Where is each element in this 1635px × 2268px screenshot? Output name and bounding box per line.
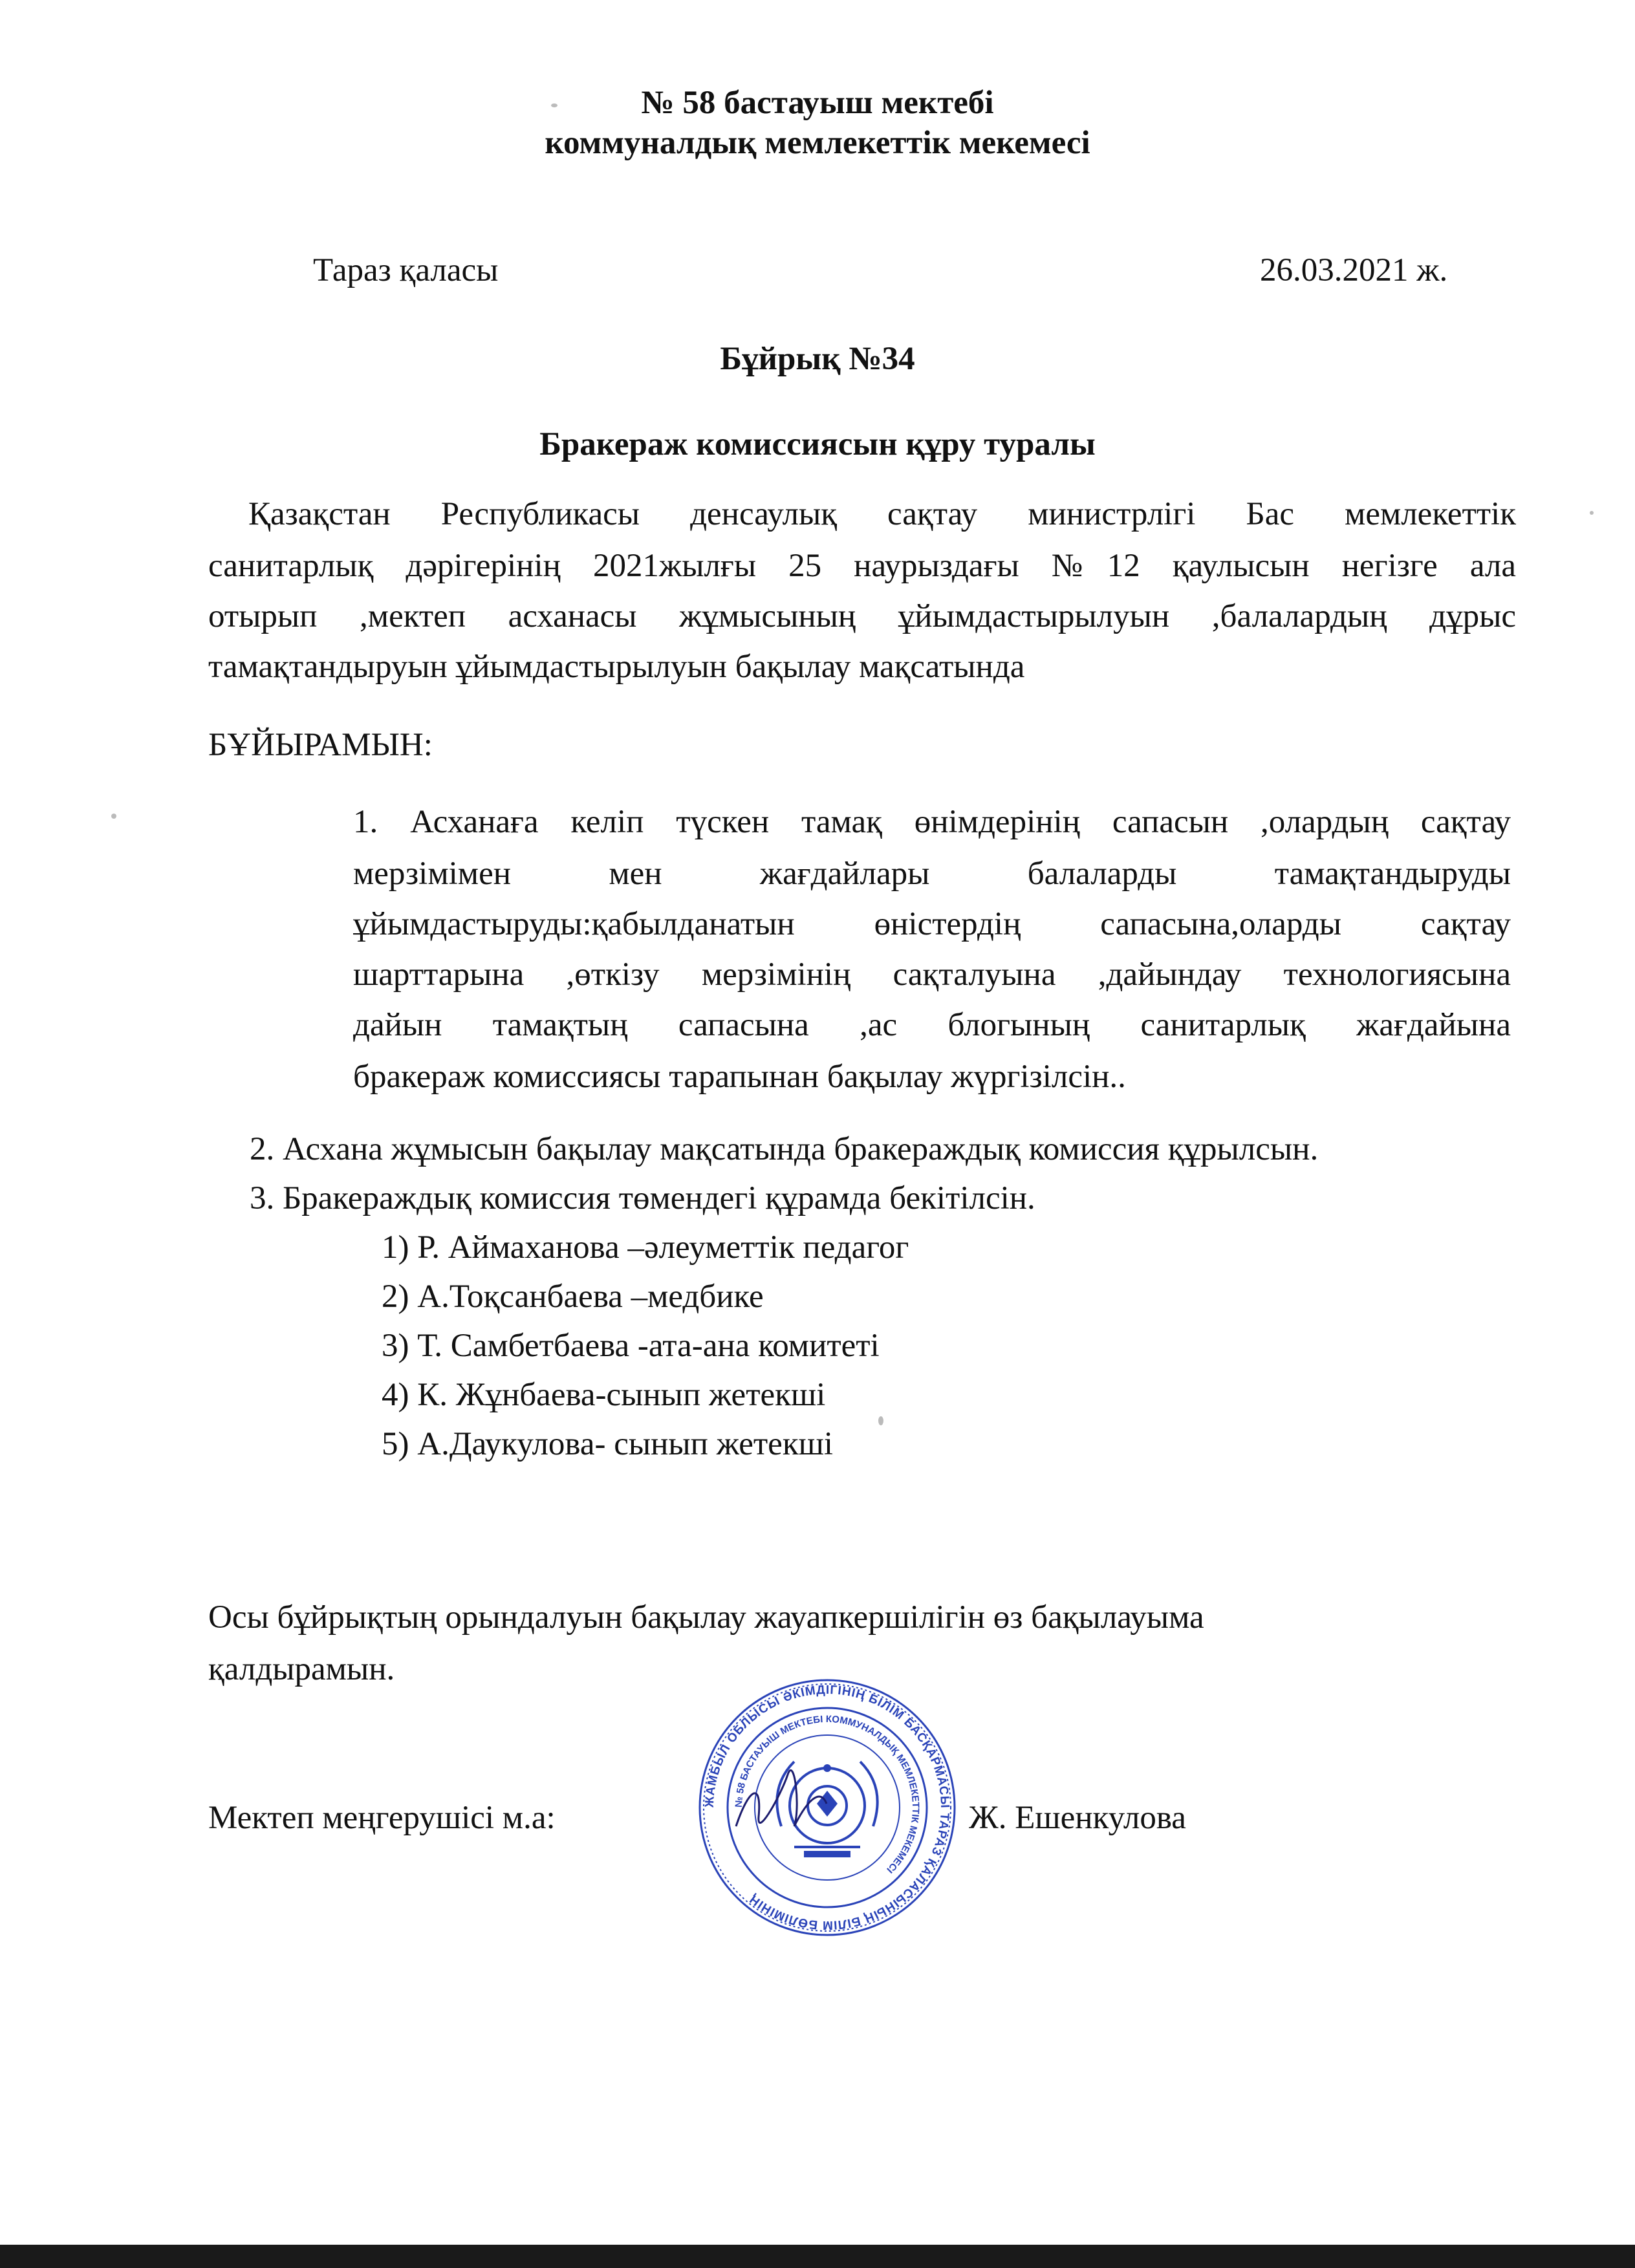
signature-name: Ж. Ешенкулова [969, 1800, 1186, 1836]
scan-speck [1590, 511, 1594, 515]
preamble-line: отырып ,мектеп асханасы жұмысының ұйымдастырылуын ,балалардың дұрыс [208, 598, 1516, 634]
item-1-line: бракераж комиссиясы тарапынан бақылау жүргізілсін.. [353, 1059, 1126, 1095]
item-3: 3. Бракераждық комиссия төмендегі құрамда бекітілсін. [250, 1180, 1035, 1216]
scan-speck [111, 814, 116, 819]
date: 26.03.2021 ж. [1260, 252, 1448, 288]
place: Тараз қаласы [313, 252, 499, 288]
member-1: 1) Р. Аймаханова –әлеуметтік педагог [382, 1229, 909, 1266]
scan-speck [878, 1416, 883, 1425]
official-stamp [697, 1678, 957, 1938]
scan-edge-bar [0, 2245, 1635, 2268]
item-1-line: дайын тамақтың сапасына ,ас блогының санитарлық жағдайына [353, 1007, 1511, 1043]
order-subject: Бракераж комиссиясын құру туралы [539, 426, 1096, 462]
closing-line-2: қалдырамын. [208, 1651, 395, 1687]
stamp-seal-icon [697, 1678, 957, 1938]
item-1-line: мерзімімен мен жағдайлары балаларды тамақтандыруды [353, 856, 1511, 892]
preamble-line: тамақтандыруын ұйымдастырылуын бақылау мақсатында [208, 649, 1025, 685]
svg-text:№ 58 БАСТАУЫШ МЕКТЕБІ КОММУНАЛ: № 58 БАСТАУЫШ МЕКТЕБІ КОММУНАЛДЫҚ МЕМЛЕКЕТТІК МЕКЕМЕСІ [733, 1713, 922, 1875]
item-1-line: 1. Асханаға келіп түскен тамақ өнімдерінің сапасын ,олардың сақтау [353, 804, 1511, 840]
member-2: 2) А.Тоқсанбаева –медбике [382, 1279, 764, 1315]
preamble-line: Қазақстан Республикасы денсаулық сақтау министрлігі Бас мемлекеттік [248, 496, 1516, 532]
item-1-line: ұйымдастыруды:қабылданатын өністердің сапасына,оларды сақтау [353, 906, 1511, 942]
svg-text:ЖАМБЫЛ ОБЛЫСЫ ӘКІМДІГІНІҢ БІЛІ: ЖАМБЫЛ ОБЛЫСЫ ӘКІМДІГІНІҢ БІЛІМ БАСҚАРМАСЫ ТАРАЗ ҚАЛАСЫНЫҢ БІЛІМ БӨЛІМІНІҢ [702, 1683, 952, 1932]
member-5: 5) А.Даукулова- сынып жетекші [382, 1426, 834, 1462]
item-1-line: шарттарына ,өткізу мерзімінің сақталуына ,дайындау технологиясына [353, 956, 1511, 993]
order-title: Бұйрық №34 [720, 341, 915, 377]
member-3: 3) Т. Самбетбаева -ата-ана комитеті [382, 1328, 880, 1364]
order-word: БҰЙЫРАМЫН: [208, 727, 433, 763]
signature-role: Мектеп меңгерушісі м.а: [208, 1800, 556, 1836]
institution-line-2: коммуналдық мемлекеттік мекемесі [545, 125, 1090, 161]
preamble-line: санитарлық дәрігерінің 2021жылғы 25 наурыздағы №12 қаулысын негізге ала [208, 548, 1516, 584]
item-2: 2. Асхана жұмысын бақылау мақсатында бракераждық комиссия құрылсын. [250, 1131, 1319, 1167]
scan-speck [551, 103, 558, 107]
closing-line-1: Осы бұйрықтың орындалуын бақылау жауапкершілігін өз бақылауыма [208, 1599, 1204, 1636]
member-4: 4) К. Жұнбаева-сынып жетекші [382, 1377, 826, 1413]
institution-line-1: № 58 бастауыш мектебі [641, 85, 994, 121]
